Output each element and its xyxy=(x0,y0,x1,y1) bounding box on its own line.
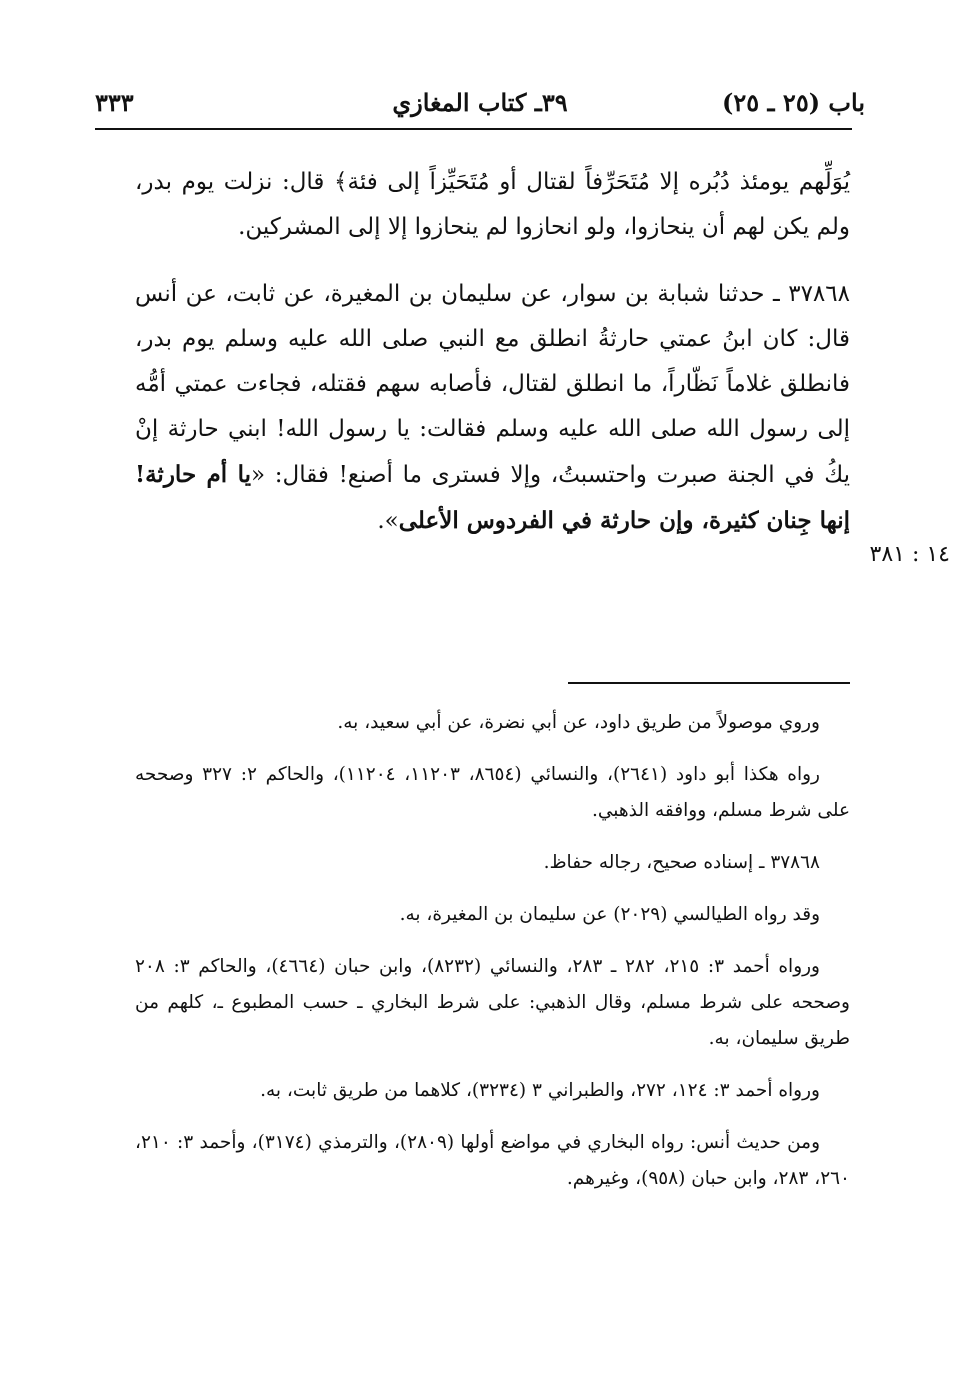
footnote-paragraph: وروي موصولاً من طريق داود، عن أبي نضرة، عن أبي سعيد، به. xyxy=(337,712,820,733)
footnote-paragraph: ومن حديث أنس: رواه البخاري في مواضع أولها (٢٨٠٩)، والترمذي (٣١٧٤)، وأحمد ٣: ٢١٠، ٢٦٠، ٢٨٣، وابن حبان (٩٥٨)، وغيرهم. xyxy=(135,1132,850,1189)
main-text xyxy=(135,160,850,544)
book-title: ٣٩ـ كتاب المغازي xyxy=(392,88,568,117)
footnote-paragraph: رواه هكذا أبو داود (٢٦٤١)، والنسائي (٨٦٥٤، ١١٢٠٣، ١١٢٠٤)، والحاكم ٢: ٣٢٧ وصححه على شرط مسلم، ووافقه الذهبي. xyxy=(135,764,850,821)
footnote-divider xyxy=(568,682,850,684)
footnote-paragraph: ورواه أحمد ٣: ٢١٥، ٢٨٢ ـ ٢٨٣، والنسائي (٨٢٣٢)، وابن حبان (٤٦٦٤)، والحاكم ٣: ٢٠٨ وصححه على شرط مسلم، وقال الذهبي: على شرط البخاري ـ حسب المطبوع ـ، كلهم من طريق سليمان، به. xyxy=(135,956,850,1049)
footnote-paragraph: ورواه أحمد ٣: ١٢٤، ٢٧٢، والطبراني ٣ (٣٢٣٤)، كلاهما من طريق ثابت، به. xyxy=(260,1080,820,1101)
chapter-range: باب (٢٥ ـ ٢٥) xyxy=(722,88,865,117)
main-paragraph-1: يُوَلِّهم يومئذ دُبُره إلا مُتَحَرِّفاً لقتال أو مُتَحَيِّزاً إلى فئة﴾ قال: نزلت يوم بدر، ولم يكن لهم أن ينحازوا، ولو انحازوا لم ينحازوا إلا إلى المشركين. xyxy=(135,169,850,240)
hadith-quote: يا أم حارثة! إنها جِنان كثيرة، وإن حارثة في الفردوس الأعلى xyxy=(135,461,850,534)
running-header xyxy=(95,82,865,126)
hadith-text: ٣٧٨٦٨ ـ حدثنا شبابة بن سوار، عن سليمان بن المغيرة، عن ثابت، عن أنس قال: كان ابنُ عمتي حارثةُ انطلق مع النبي صلى الله عليه وسلم يوم بدر، فانطلق غلاماً نَظّاراً، ما انطلق لقتال، فأصابه سهم فقتله، فجاءت عمتي أمُّه إلى رسول الله صلى الله عليه وسلم فقالت: يا رسول الله! ابني حارثة إنْ يكُ في الجنة صبرت واحتسبتُ، وإلا فسترى ما أصنع! فقال: « xyxy=(135,281,850,488)
footnotes xyxy=(135,705,850,1213)
page-number: ٣٣٣ xyxy=(95,88,134,117)
main-paragraph-hadith xyxy=(135,272,850,544)
footnote-paragraph: وقد رواه الطيالسي (٢٠٢٩) عن سليمان بن المغيرة، به. xyxy=(399,904,820,925)
hadith-end: ». xyxy=(377,508,399,534)
margin-reference: ١٤ : ٣٨١ xyxy=(869,542,950,567)
header-divider xyxy=(95,128,852,130)
footnote-paragraph: ٣٧٨٦٨ ـ إسناده صحيح، رجاله حفاظ. xyxy=(543,852,820,873)
